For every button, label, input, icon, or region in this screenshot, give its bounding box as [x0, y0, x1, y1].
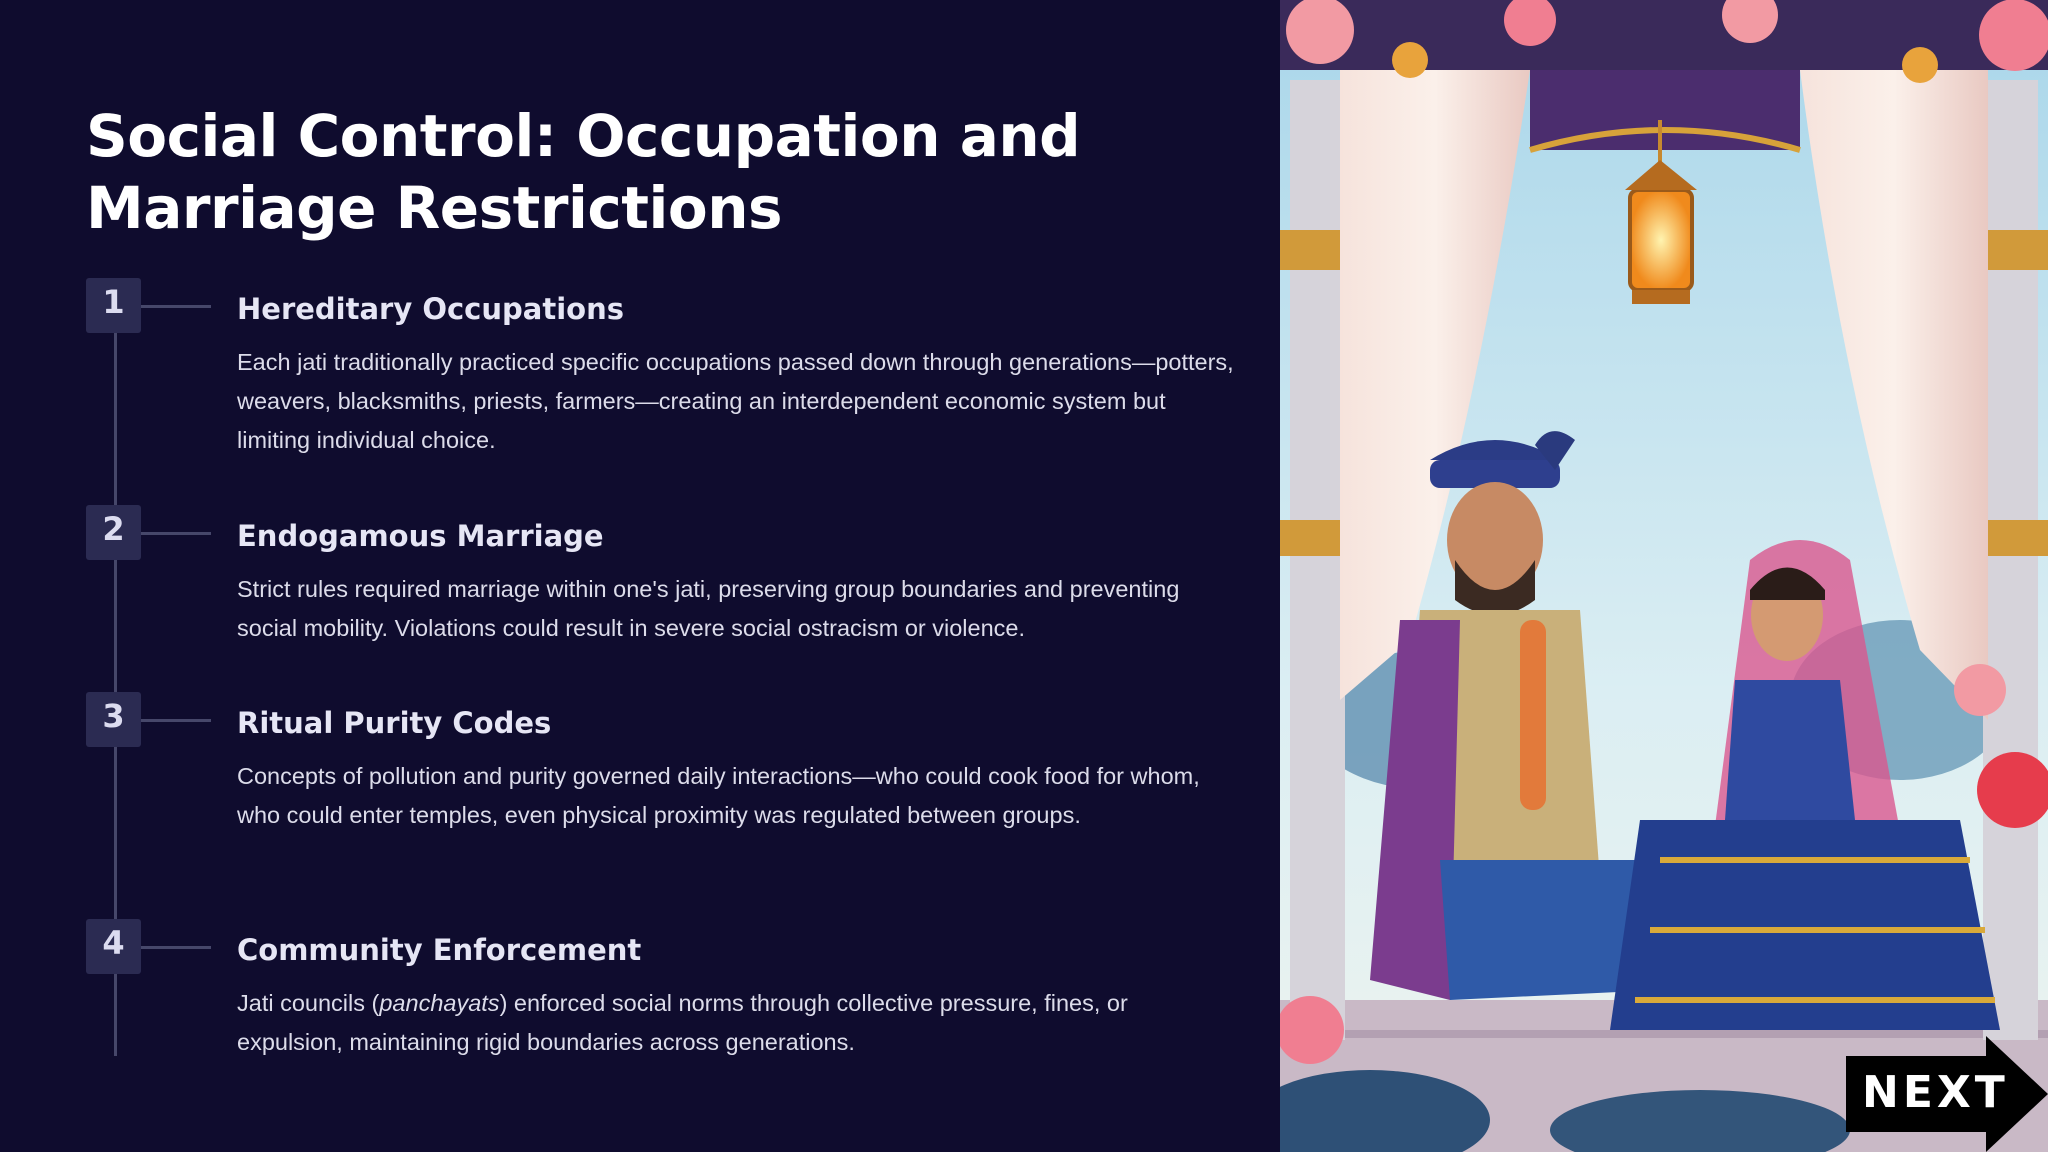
- step-connector: [141, 532, 211, 535]
- step-title: Endogamous Marriage: [237, 519, 604, 553]
- step-description: Strict rules required marriage within one's jati, preserving group boundaries and preventing social mobility. Violations could result in severe social ostracism or violence.: [237, 576, 1180, 641]
- slide-title-line-2: Marriage Restrictions: [86, 174, 783, 242]
- step-title: Hereditary Occupations: [237, 292, 624, 326]
- next-button[interactable]: [1846, 1036, 2048, 1152]
- step-description: [237, 984, 1237, 1062]
- step-description-text: ) enforced social norms through collective pressure, fines, or expulsion, maintaining rigid boundaries across generations.: [237, 990, 1128, 1055]
- next-button-label: NEXT: [1862, 1067, 2009, 1118]
- step-connector: [141, 946, 211, 949]
- slide-title-line-1: Social Control: Occupation and: [86, 102, 1081, 170]
- step-description-term: panchayats: [379, 990, 500, 1016]
- step-number-badge: 3: [86, 692, 141, 747]
- step-description: Concepts of pollution and purity governed daily interactions—who could cook food for whom, who could enter temples, even physical proximity was regulated between groups.: [237, 763, 1200, 828]
- wedding-illustration: [1280, 0, 2048, 1152]
- step-number-badge: 1: [86, 278, 141, 333]
- step-connector: [141, 305, 211, 308]
- slide-title: [86, 100, 1236, 244]
- step-number-badge: 4: [86, 919, 141, 974]
- step-description: Each jati traditionally practiced specific occupations passed down through generations—potters, weavers, blacksmiths, priests, farmers—creating an interdependent economic system but limiting individual choice.: [237, 349, 1234, 453]
- step-connector: [141, 719, 211, 722]
- step-title: Ritual Purity Codes: [237, 706, 552, 740]
- step-title: Community Enforcement: [237, 933, 642, 967]
- step-description-text: Jati councils (: [237, 990, 380, 1016]
- step-number-badge: 2: [86, 505, 141, 560]
